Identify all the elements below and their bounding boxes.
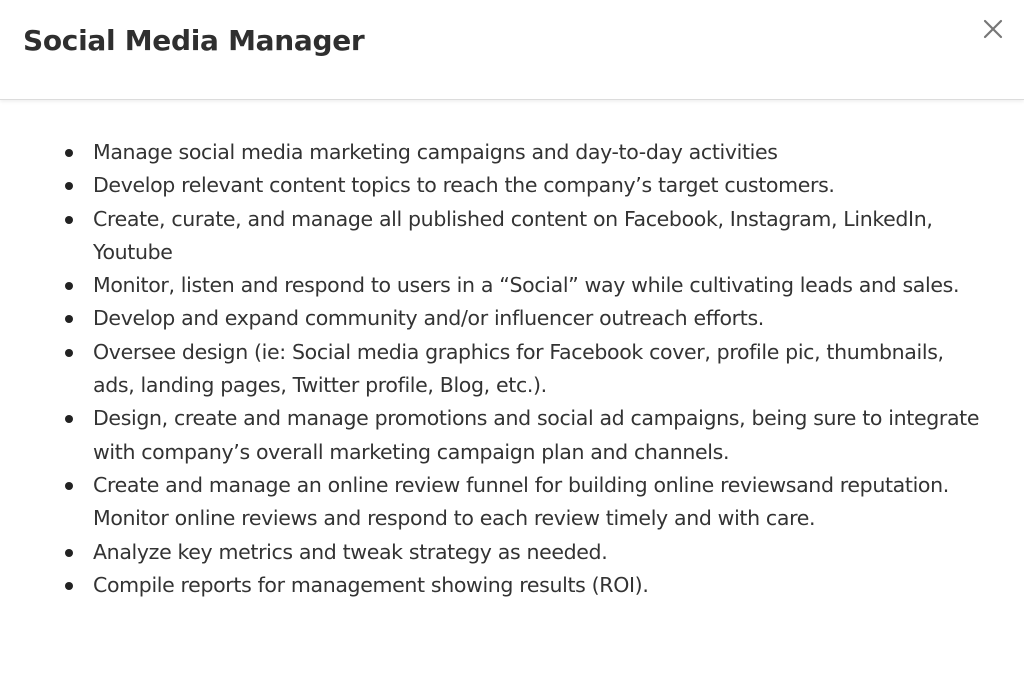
close-button[interactable] bbox=[978, 14, 1008, 44]
list-item: Develop and expand community and/or influencer outreach efforts. bbox=[93, 302, 988, 335]
list-item: Analyze key metrics and tweak strategy as needed. bbox=[93, 536, 988, 569]
list-item: Create, curate, and manage all published content on Facebook, Instagram, LinkedIn, Youtube bbox=[93, 203, 988, 270]
modal-header bbox=[0, 0, 1024, 100]
list-item: Develop relevant content topics to reach the company’s target customers. bbox=[93, 169, 988, 202]
responsibilities-list bbox=[0, 136, 988, 602]
list-item: Create and manage an online review funnel for building online reviewsand reputation. Monitor online reviews and respond to each review timely and with care. bbox=[93, 469, 988, 536]
close-icon[interactable] bbox=[978, 14, 1008, 44]
list-item: Compile reports for management showing results (ROI). bbox=[93, 569, 988, 602]
list-item: Oversee design (ie: Social media graphics for Facebook cover, profile pic, thumbnails, ads, landing pages, Twitter profile, Blog, etc.). bbox=[93, 336, 988, 403]
list-item: Design, create and manage promotions and social ad campaigns, being sure to integrate with company’s overall marketing campaign plan and channels. bbox=[93, 402, 988, 469]
list-item: Monitor, listen and respond to users in a “Social” way while cultivating leads and sales. bbox=[93, 269, 988, 302]
list-item: Manage social media marketing campaigns and day-to-day activities bbox=[93, 136, 988, 169]
modal-title: Social Media Manager bbox=[23, 24, 365, 57]
modal-body bbox=[0, 100, 1024, 602]
